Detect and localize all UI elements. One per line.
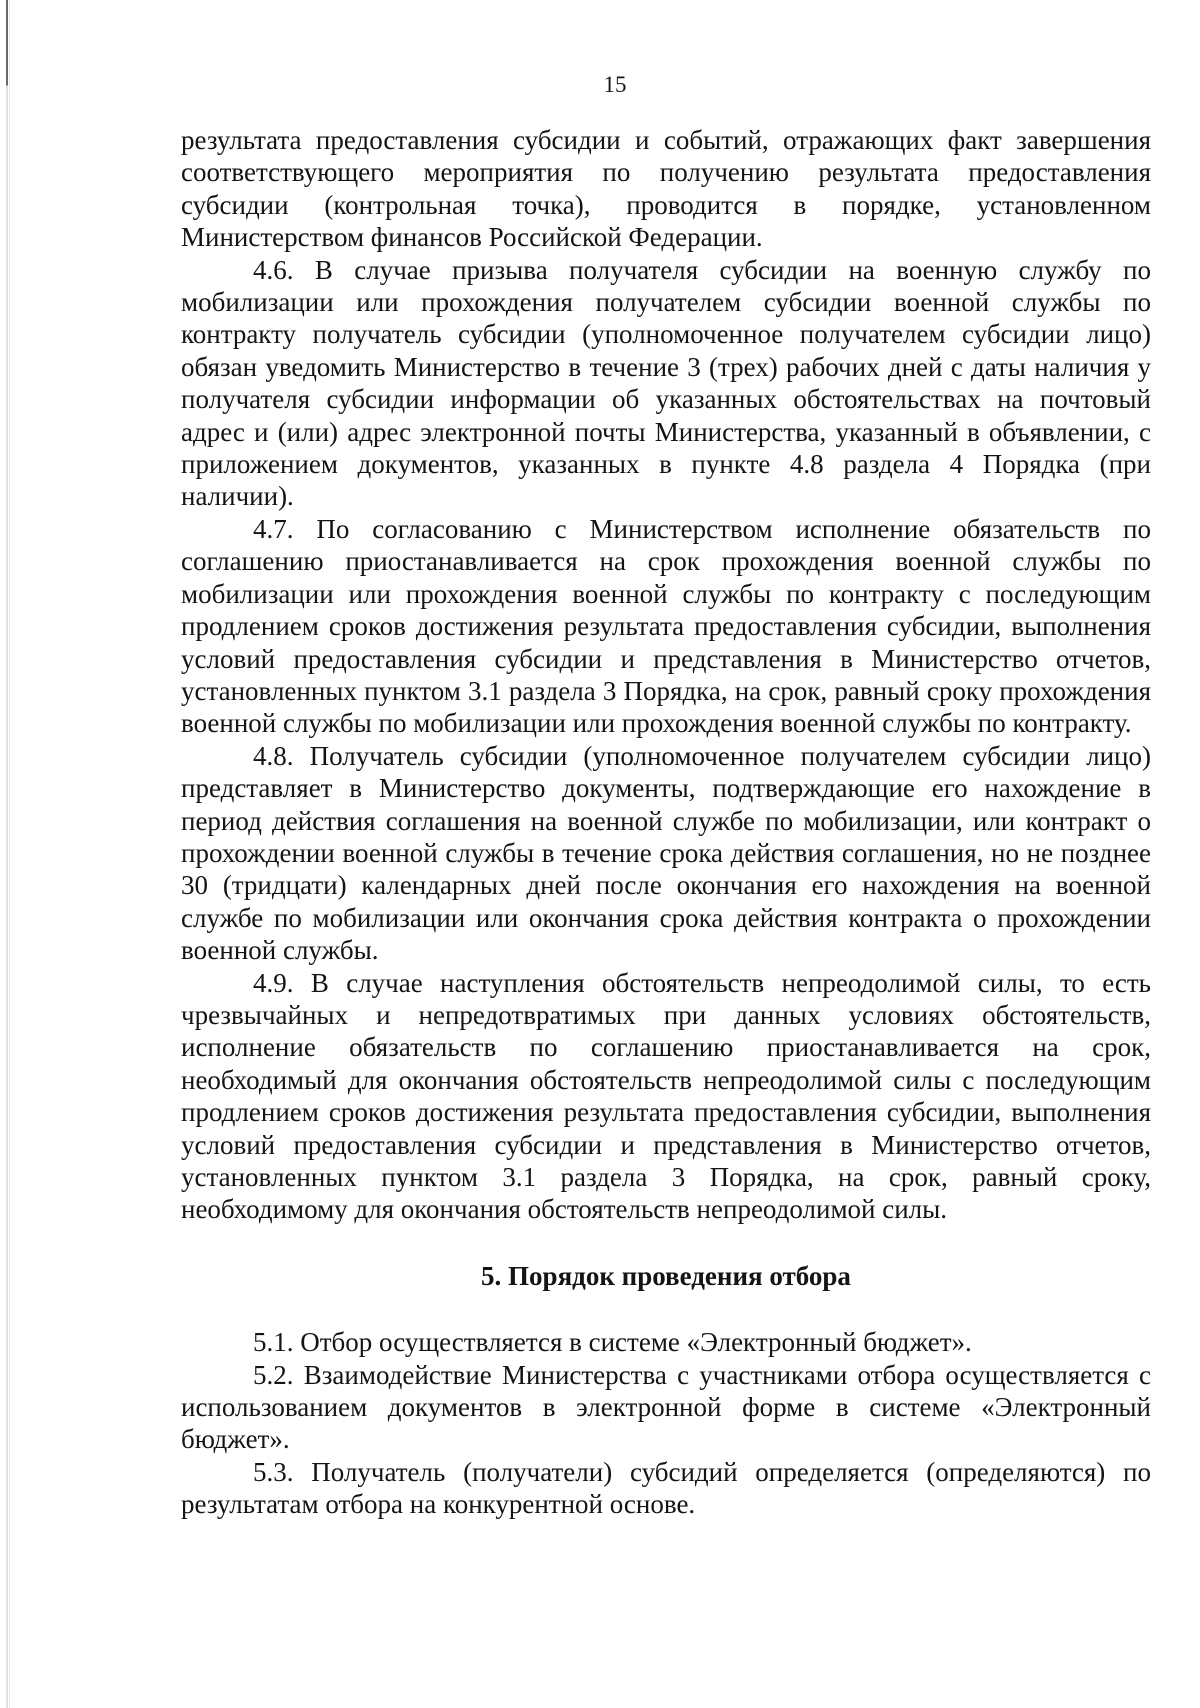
scan-edge [6,0,8,1708]
paragraph-5-3: 5.3. Получатель (получатели) субсидий определяется (определяются) по результатам отбора на конкурентной основе. [181,1456,1151,1520]
paragraph-5-1: 5.1. Отбор осуществляется в системе «Электронный бюджет». [253,1327,972,1358]
document-body [181,124,1151,1521]
paragraph-4-9: 4.9. В случае наступления обстоятельств непреодолимой силы, то есть чрезвычайных и непредотвратимых при данных условиях обстоятельств, исполнение обязательств по соглашению приостанавливается на срок, необходимый для окончания обстоятельств непреодолимой силы с последующим продлением сроков достижения результата предоставления субсидии, выполнения условий предоставления субсидии и представления в Министерство отчетов, установленных пунктом 3.1 раздела 3 Порядка, на срок, равный сроку, необходимому для окончания обстоятельств непреодолимой силы. [181,967,1151,1225]
paragraph-continuation: результата предоставления субсидии и событий, отражающих факт завершения соответствующего мероприятия по получению результата предоставления субсидии (контрольная точка), проводится в порядке, установленном Министерством финансов Российской Федерации. [181,125,1151,253]
paragraph-5-2: 5.2. Взаимодействие Министерства с участниками отбора осуществляется с использованием документов в электронной форме в системе «Электронный бюджет». [181,1359,1151,1455]
paragraph-4-6: 4.6. В случае призыва получателя субсидии на военную службу по мобилизации или прохождения получателем субсидии военной службы по контракту получатель субсидии (уполномоченное получателем субсидии лицо) обязан уведомить Министерство в течение 3 (трех) рабочих дней с даты наличия у получателя субсидии информации об указанных обстоятельствах на почтовый адрес и (или) адрес электронной почты Министерства, указанный в объявлении, с приложением документов, указанных в пункте 4.8 раздела 4 Порядка (при наличии). [181,254,1151,512]
paragraph-4-7: 4.7. По согласованию с Министерством исполнение обязательств по соглашению приостанавливается на срок прохождения военной службы по мобилизации или прохождения военной службы по контракту с последующим продлением сроков достижения результата предоставления субсидии, выполнения условий предоставления субсидии и представления в Министерство отчетов, установленных пунктом 3.1 раздела 3 Порядка, на срок, равный сроку прохождения военной службы по мобилизации или прохождения военной службы по контракту. [181,513,1151,739]
scan-edge-shadow [9,0,10,1708]
paragraph-4-8: 4.8. Получатель субсидии (уполномоченное получателем субсидии лицо) представляет в Министерство документы, подтверждающие его нахождение в период действия соглашения на военной службе по мобилизации, или контракт о прохождении военной службы в течение срока действия соглашения, но не позднее 30 (тридцати) календарных дней после окончания его нахождения на военной службе по мобилизации или окончания срока действия контракта о прохождении военной службы. [181,740,1151,966]
section-heading: 5. Порядок проведения отбора [481,1260,851,1291]
page-number: 15 [603,72,627,97]
